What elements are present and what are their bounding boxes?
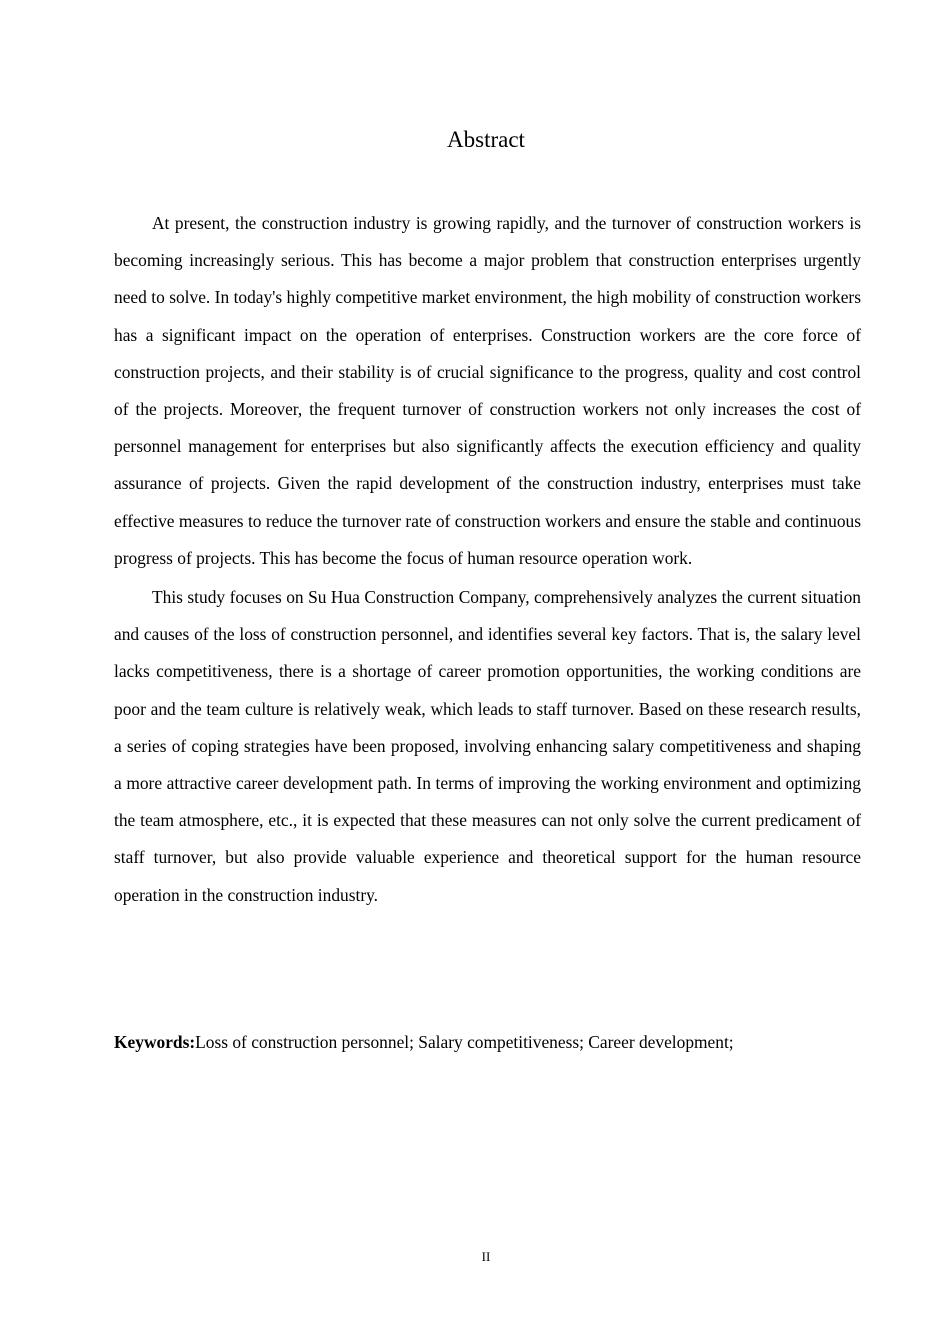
abstract-body [114,205,861,914]
abstract-paragraph-2: This study focuses on Su Hua Construction Company, comprehensively analyzes the current situation and causes of the loss of construction personnel, and identifies several key factors. That is, the salary level lacks competitiveness, there is a shortage of career promotion opportunities, the working conditions are poor and the team culture is relatively weak, which leads to staff turnover. Based on these research results, a series of coping strategies have been proposed, involving enhancing salary competitiveness and shaping a more attractive career development path. In terms of improving the working environment and optimizing the team atmosphere, etc., it is expected that these measures can not only solve the current predicament of staff turnover, but also provide valuable experience and theoretical support for the human resource operation in the construction industry. [114,587,861,905]
keywords-line [114,1026,874,1058]
keywords-text: Loss of construction personnel; Salary competitiveness; Career development; [195,1032,734,1052]
abstract-paragraph-1: At present, the construction industry is growing rapidly, and the turnover of construction workers is becoming increasingly serious. This has become a major problem that construction enterprises urgently need to solve. In today's highly competitive market environment, the high mobility of construction workers has a significant impact on the operation of enterprises. Construction workers are the core force of construction projects, and their stability is of crucial significance to the progress, quality and cost control of the projects. Moreover, the frequent turnover of construction workers not only increases the cost of personnel management for enterprises but also significantly affects the execution efficiency and quality assurance of projects. Given the rapid development of the construction industry, enterprises must take effective measures to reduce the turnover rate of construction workers and ensure the stable and continuous progress of projects. This has become the focus of human resource operation work. [114,213,861,568]
keywords-label: Keywords: [114,1032,196,1052]
page-title: Abstract [447,127,525,152]
page-number: II [481,1249,491,1264]
